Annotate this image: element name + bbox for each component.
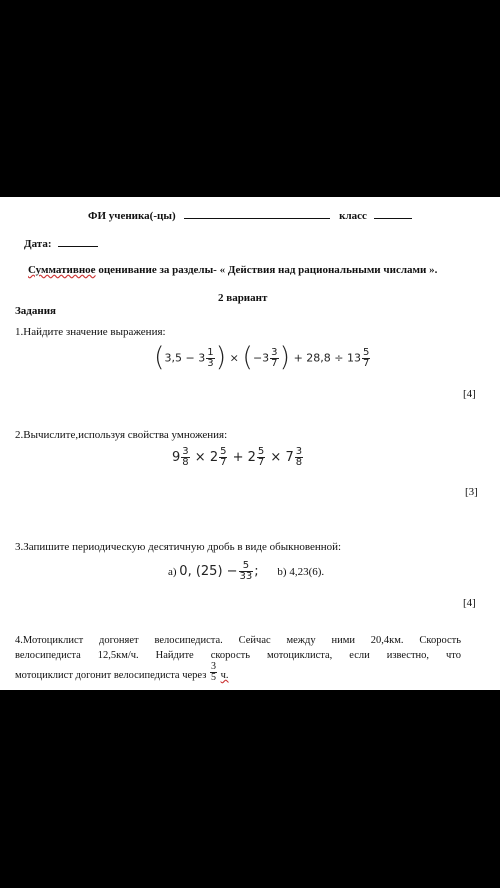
name-blank-line [184, 218, 330, 219]
worksheet-page [0, 197, 500, 690]
date-label: Дата: [24, 238, 52, 250]
task4-line1: 4.Мотоциклист догоняет велосипедиста. Сейчас между ними 20,4км. Скорость [15, 635, 461, 646]
task1-score: [4] [463, 388, 476, 400]
task4-line3: мотоциклист догонит велосипедиста через $\frac{3}{5}$ ч. [15, 661, 229, 683]
date-row [24, 238, 98, 250]
class-blank-line [374, 218, 412, 219]
date-blank-line [58, 246, 98, 247]
title-rest: оценивание за разделы- « Действия над рациональными числами ». [95, 264, 438, 276]
task3-parts: а) 0, (25) − $\frac{5}{33}$ ; b) 4,23(6). [168, 560, 325, 582]
task4-line2: велосипедиста 12,5км/ч. Найдите скорость мотоциклиста, если известно, что [15, 650, 461, 661]
assessment-title [28, 264, 437, 276]
class-label: класс [339, 210, 367, 222]
tasks-heading: Задания [15, 305, 56, 317]
task2-text: 2.Вычислите,используя свойства умножения: [15, 429, 228, 441]
task3-text: 3.Запишите периодическую десятичную дробь в виде обыкновенной: [15, 541, 342, 553]
student-name-label: ФИ ученика(-цы) [88, 210, 176, 222]
task1-text: 1.Найдите значение выражения: [15, 326, 166, 338]
variant-label: 2 вариант [218, 292, 268, 304]
task1-expression: (3,5 − 3 $\frac{1}{3}$ ) × (−3 $\frac{3}{7}$ ) + 28,8 ÷ 13 $\frac{5}{7}$ [154, 342, 370, 373]
student-name-row [88, 210, 412, 222]
task2-score: [3] [465, 486, 478, 498]
task2-expression: 9 $\frac{3}{8}$ × 2 $\frac{5}{7}$ + 2 $\frac{5}{7}$ × 7 $\frac{3}{8}$ [172, 446, 303, 468]
task3-score: [4] [463, 597, 476, 609]
title-word: Суммативное [28, 264, 96, 276]
